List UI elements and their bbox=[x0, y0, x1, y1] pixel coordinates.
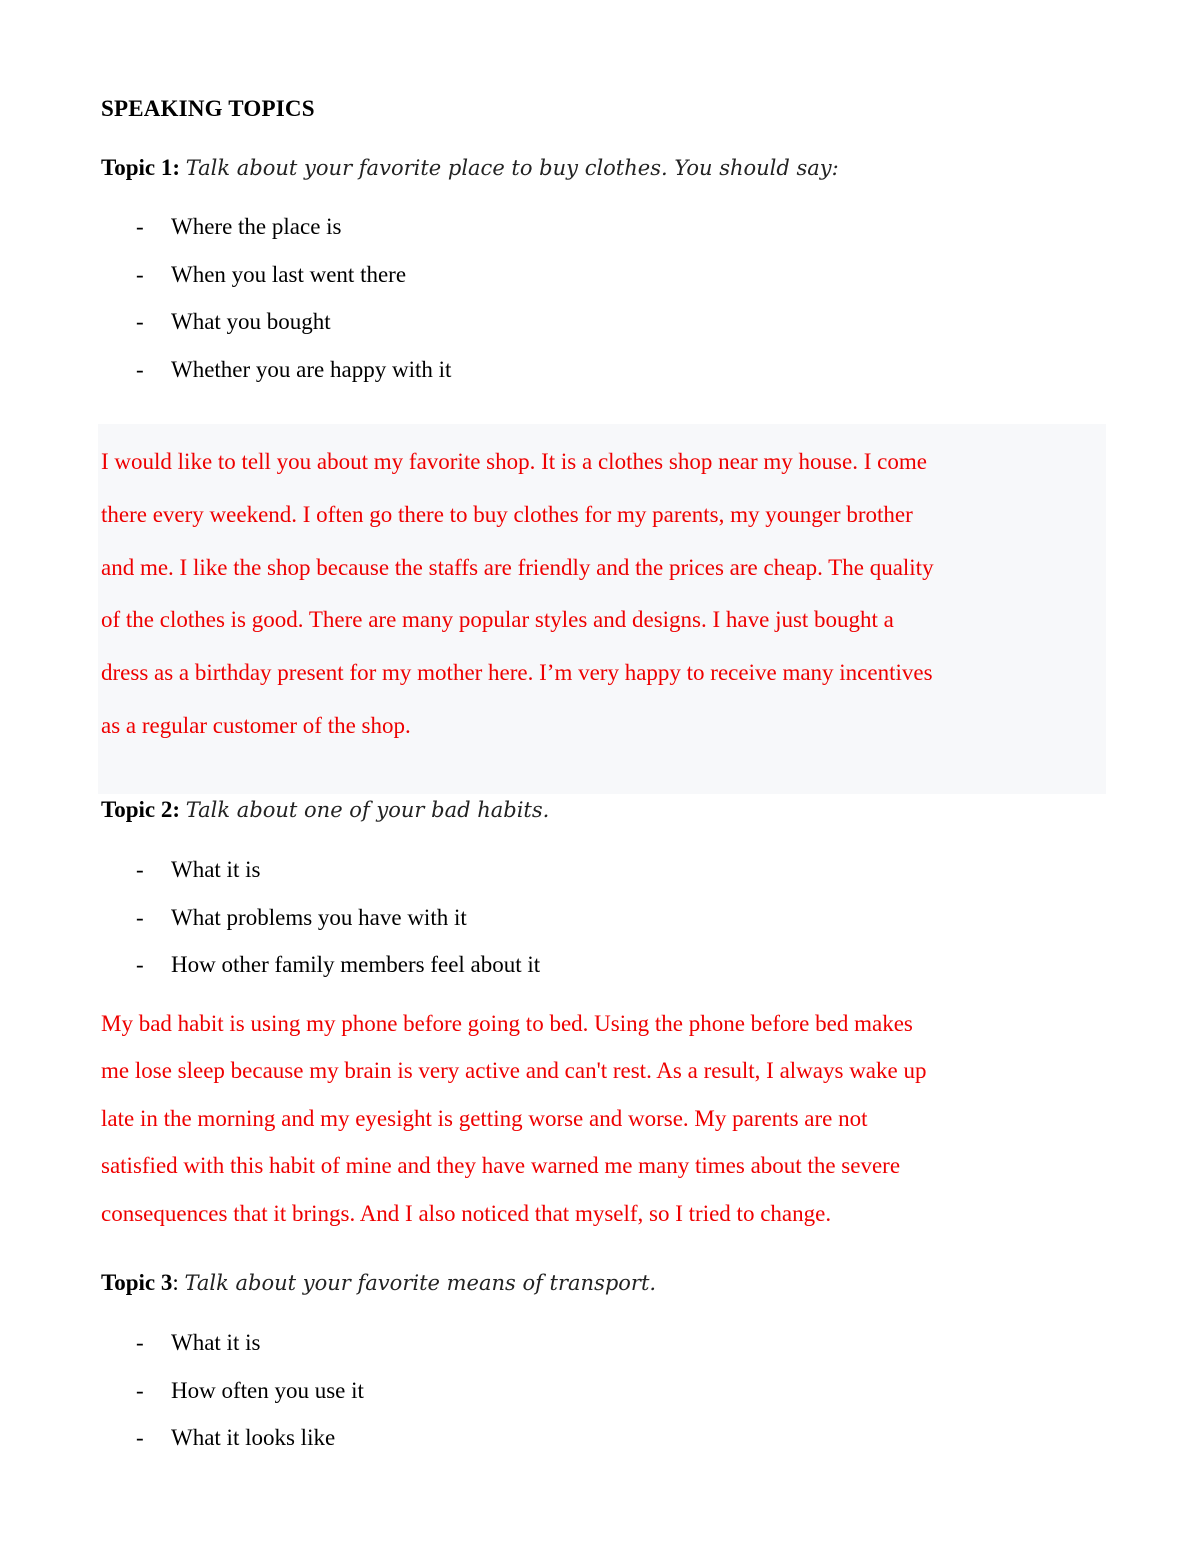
topic-3-label: Topic 3 bbox=[101, 1270, 173, 1295]
answer-line: and me. I like the shop because the staffs are friendly and the prices are cheap. The quality bbox=[101, 554, 934, 580]
bullet-text: What you bought bbox=[171, 309, 331, 334]
bullet-text: What it is bbox=[171, 857, 261, 882]
bullet-dash: - bbox=[136, 952, 144, 977]
bullet-dash: - bbox=[136, 857, 144, 882]
answer-line: satisfied with this habit of mine and they have warned me many times about the severe bbox=[101, 1153, 901, 1179]
topic-1-label: Topic 1: bbox=[101, 155, 181, 180]
topic-3-label-colon: : bbox=[172, 1270, 179, 1295]
bullet-text: When you last went there bbox=[171, 261, 407, 287]
bullet-dash: - bbox=[136, 356, 144, 382]
document-heading: SPEAKING TOPICS bbox=[101, 96, 315, 121]
topic-2-label: Topic 2: bbox=[101, 797, 181, 822]
bullet-text: Whether you are happy with it bbox=[171, 356, 452, 382]
topic-1-prompt: Talk about your favorite place to buy clothes. You should say: bbox=[185, 156, 839, 180]
bullet-dash: - bbox=[136, 214, 144, 239]
bullet-text: Where the place is bbox=[171, 214, 342, 239]
answer-line: as a regular customer of the shop. bbox=[101, 712, 411, 738]
bullet-text: How often you use it bbox=[171, 1377, 364, 1403]
bullet-text: How other family members feel about it bbox=[171, 952, 541, 977]
bullet-dash: - bbox=[136, 1330, 144, 1355]
answer-line: I would like to tell you about my favorite shop. It is a clothes shop near my house. I come bbox=[101, 449, 927, 474]
bullet-dash: - bbox=[136, 309, 144, 334]
topic-1-line bbox=[101, 155, 839, 181]
topic-3-line bbox=[101, 1270, 656, 1296]
bullet-dash: - bbox=[136, 1377, 144, 1403]
topic-3-prompt: Talk about your favorite means of transport. bbox=[184, 1271, 657, 1295]
bullet-text: What it looks like bbox=[171, 1425, 336, 1450]
topic-2-answer bbox=[101, 1011, 1101, 1248]
bullet-dash: - bbox=[136, 1425, 144, 1450]
answer-line: me lose sleep because my brain is very active and can't rest. As a result, I always wake up bbox=[101, 1058, 927, 1084]
bullet-text: What problems you have with it bbox=[171, 904, 467, 930]
answer-line: My bad habit is using my phone before going to bed. Using the phone before bed makes bbox=[101, 1011, 913, 1036]
answer-line: there every weekend. I often go there to buy clothes for my parents, my younger brother bbox=[101, 501, 913, 527]
answer-line: consequences that it brings. And I also noticed that myself, so I tried to change. bbox=[101, 1200, 832, 1226]
topic-2-prompt: Talk about one of your bad habits. bbox=[185, 798, 550, 822]
topic-2-line bbox=[101, 797, 549, 823]
answer-line: of the clothes is good. There are many popular styles and designs. I have just bought a bbox=[101, 607, 894, 633]
bullet-dash: - bbox=[136, 904, 144, 930]
bullet-dash: - bbox=[136, 261, 144, 287]
bullet-text: What it is bbox=[171, 1330, 261, 1355]
answer-line: late in the morning and my eyesight is getting worse and worse. My parents are not bbox=[101, 1105, 868, 1131]
topic-1-answer bbox=[101, 449, 1101, 766]
answer-line: dress as a birthday present for my mother here. I’m very happy to receive many incentives bbox=[101, 660, 933, 686]
